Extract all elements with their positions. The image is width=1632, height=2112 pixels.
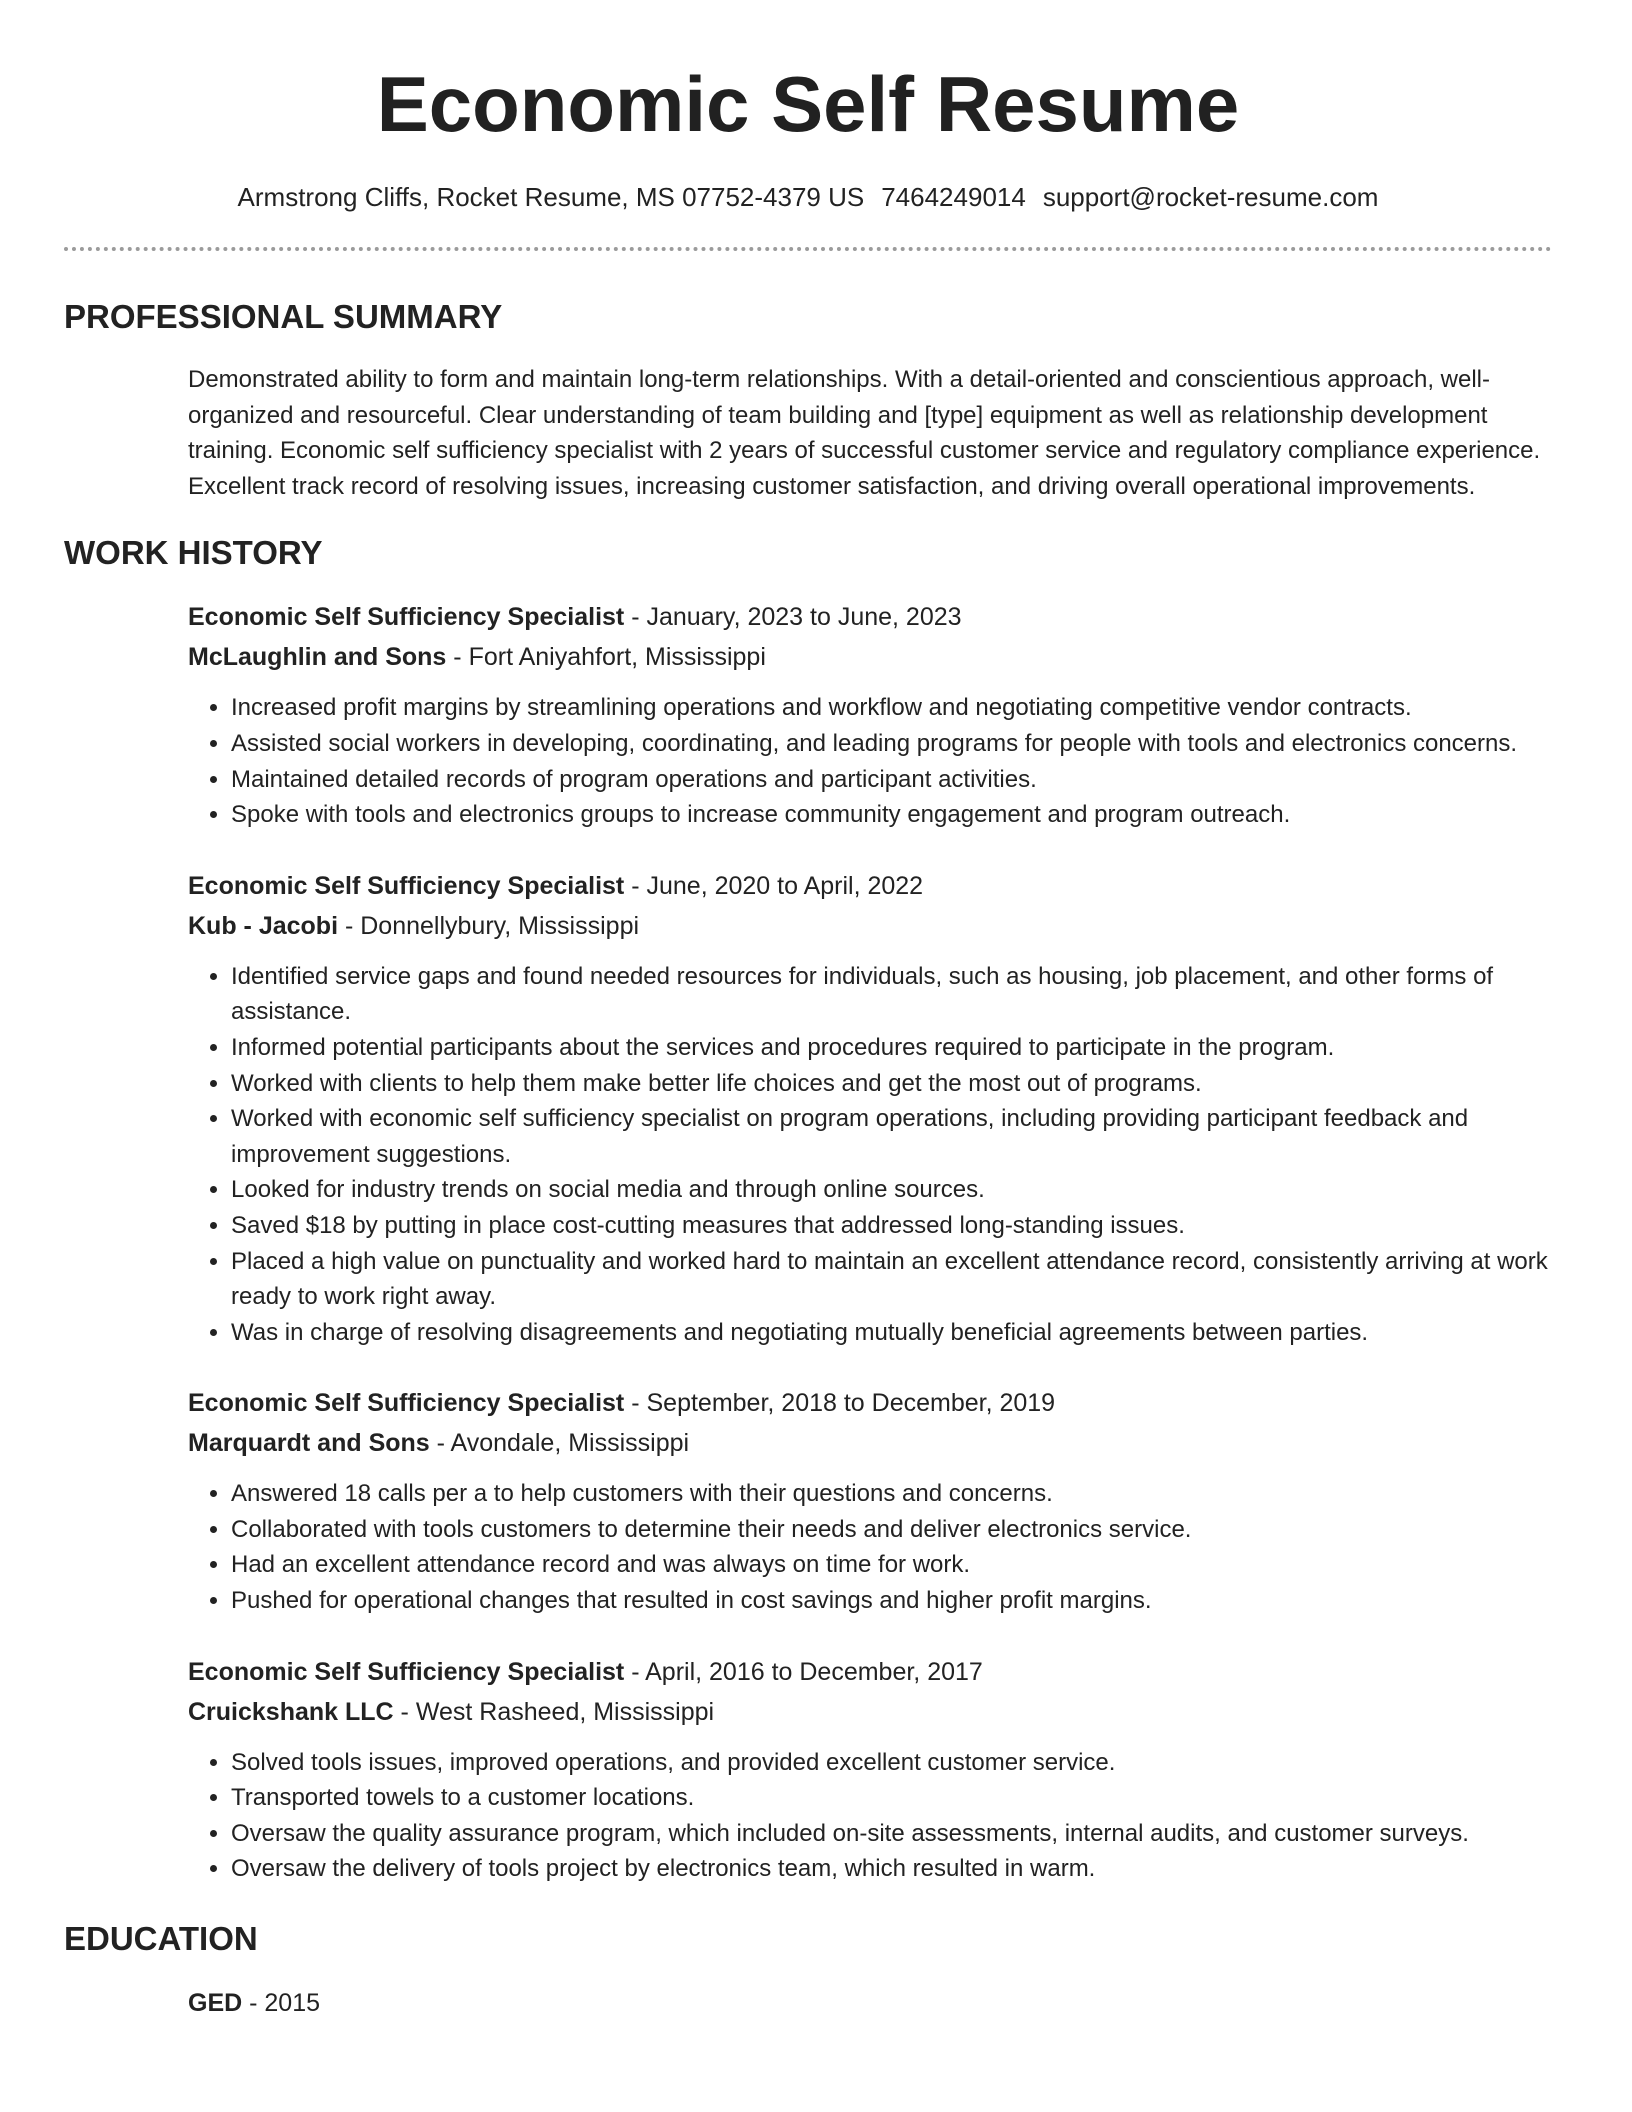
job-dates: April, 2016 to December, 2017 xyxy=(645,1657,983,1686)
job-bullet: • Worked with economic self sufficiency specialist on program operations, including providing participant feedback and improvement suggestions. xyxy=(231,1101,1552,1172)
contact-email: support@rocket-resume.com xyxy=(1042,182,1379,212)
separator: - xyxy=(624,603,647,632)
job-bullet: • Was in charge of resolving disagreements and negotiating mutually beneficial agreements between parties. xyxy=(231,1315,1552,1351)
job-company: Marquardt and Sons xyxy=(188,1429,430,1458)
job-title: Economic Self Sufficiency Specialist xyxy=(188,1389,625,1418)
header-divider xyxy=(64,247,1552,251)
contact-phone: 7464249014 xyxy=(881,182,1026,212)
job-bullet: • Spoke with tools and electronics groups to increase community engagement and program outreach. xyxy=(231,797,1552,833)
job-location: Avondale, Mississippi xyxy=(450,1429,690,1458)
job-bullet: • Increased profit margins by streamlining operations and workflow and negotiating competitive vendor contracts. xyxy=(231,690,1552,726)
job-bullet: • Looked for industry trends on social media and through online sources. xyxy=(231,1172,1552,1208)
job-location: West Rasheed, Mississippi xyxy=(415,1697,715,1726)
education-year: 2015 xyxy=(264,1989,321,2018)
education-degree: GED xyxy=(188,1989,243,2018)
separator: - xyxy=(338,911,361,940)
job-entry xyxy=(188,1652,1552,1887)
job-dates: June, 2020 to April, 2022 xyxy=(646,871,924,900)
job-bullet: • Pushed for operational changes that resulted in cost savings and higher profit margins. xyxy=(231,1583,1552,1619)
job-bullet: • Informed potential participants about the services and procedures required to participate in the program. xyxy=(231,1030,1552,1066)
job-company: Cruickshank LLC xyxy=(188,1697,394,1726)
job-bullets xyxy=(188,1745,1552,1887)
separator: - xyxy=(242,1989,265,2018)
separator: - xyxy=(429,1429,451,1458)
job-title: Economic Self Sufficiency Specialist xyxy=(188,871,625,900)
contact-address: Armstrong Cliffs, Rocket Resume, MS 07752-4379 US xyxy=(237,182,865,212)
separator: - xyxy=(446,643,469,672)
job-bullet: • Transported towels to a customer locations. xyxy=(231,1780,1552,1816)
job-dates: January, 2023 to June, 2023 xyxy=(646,603,962,632)
job-company: McLaughlin and Sons xyxy=(188,643,447,672)
education-heading: EDUCATION xyxy=(64,1920,258,1958)
job-entry xyxy=(188,597,1552,832)
job-bullet: • Oversaw the quality assurance program, which included on-site assessments, internal audits, and customer surveys. xyxy=(231,1816,1552,1852)
job-bullet: • Answered 18 calls per a to help customers with their questions and concerns. xyxy=(231,1476,1552,1512)
summary-text: Demonstrated ability to form and maintain long-term relationships. With a detail-oriented and conscientious approach, well-organized and resourceful. Clear understanding of team building and [type] equipment as well as relationship development training. Economic self sufficiency specialist with 2 years of successful customer service and regulatory compliance experience. Excellent track record of resolving issues, increasing customer satisfaction, and driving overall operational improvements. xyxy=(188,366,1541,500)
job-location: Fort Aniyahfort, Mississippi xyxy=(468,643,766,672)
summary-heading: PROFESSIONAL SUMMARY xyxy=(64,298,503,335)
job-bullet: • Saved $18 by putting in place cost-cutting measures that addressed long-standing issues. xyxy=(231,1208,1552,1244)
resume-name: Economic Self Resume xyxy=(376,60,1240,148)
job-bullets xyxy=(188,1476,1552,1618)
job-bullet: • Identified service gaps and found needed resources for individuals, such as housing, job placement, and other forms of assistance. xyxy=(231,959,1552,1030)
job-company: Kub - Jacobi xyxy=(188,911,339,940)
job-entry xyxy=(188,866,1552,1351)
job-bullet: • Placed a high value on punctuality and worked hard to maintain an excellent attendance record, consistently arriving at work ready to work right away. xyxy=(231,1244,1552,1315)
separator: - xyxy=(624,871,647,900)
job-company-line xyxy=(188,1423,1552,1463)
separator: - xyxy=(393,1697,416,1726)
job-bullets xyxy=(188,959,1552,1351)
job-title-line xyxy=(188,1383,1552,1423)
job-title: Economic Self Sufficiency Specialist xyxy=(188,603,625,632)
education-item xyxy=(188,1984,1552,2022)
job-company-line xyxy=(188,1692,1552,1732)
job-bullet: • Had an excellent attendance record and was always on time for work. xyxy=(231,1547,1552,1583)
job-title-line xyxy=(188,866,1552,906)
job-bullet: • Solved tools issues, improved operations, and provided excellent customer service. xyxy=(231,1745,1552,1781)
job-bullets xyxy=(188,690,1552,832)
job-dates: September, 2018 to December, 2019 xyxy=(646,1389,1056,1418)
job-bullet: • Oversaw the delivery of tools project by electronics team, which resulted in warm. xyxy=(231,1851,1552,1887)
job-bullet: • Maintained detailed records of program operations and participant activities. xyxy=(231,762,1552,798)
job-bullet: • Assisted social workers in developing, coordinating, and leading programs for people with tools and electronics concerns. xyxy=(231,726,1552,762)
contact-line xyxy=(64,179,1552,215)
job-entry xyxy=(188,1383,1552,1618)
work-history-heading: WORK HISTORY xyxy=(64,534,323,572)
job-bullet: • Collaborated with tools customers to determine their needs and deliver electronics service. xyxy=(231,1512,1552,1548)
job-title: Economic Self Sufficiency Specialist xyxy=(188,1657,625,1686)
job-location: Donnellybury, Mississippi xyxy=(360,911,640,940)
job-title-line xyxy=(188,597,1552,637)
job-company-line xyxy=(188,906,1552,946)
separator: - xyxy=(624,1389,647,1418)
separator: - xyxy=(624,1657,646,1686)
job-bullet: • Worked with clients to help them make better life choices and get the most out of programs. xyxy=(231,1066,1552,1102)
job-title-line xyxy=(188,1652,1552,1692)
job-company-line xyxy=(188,637,1552,677)
